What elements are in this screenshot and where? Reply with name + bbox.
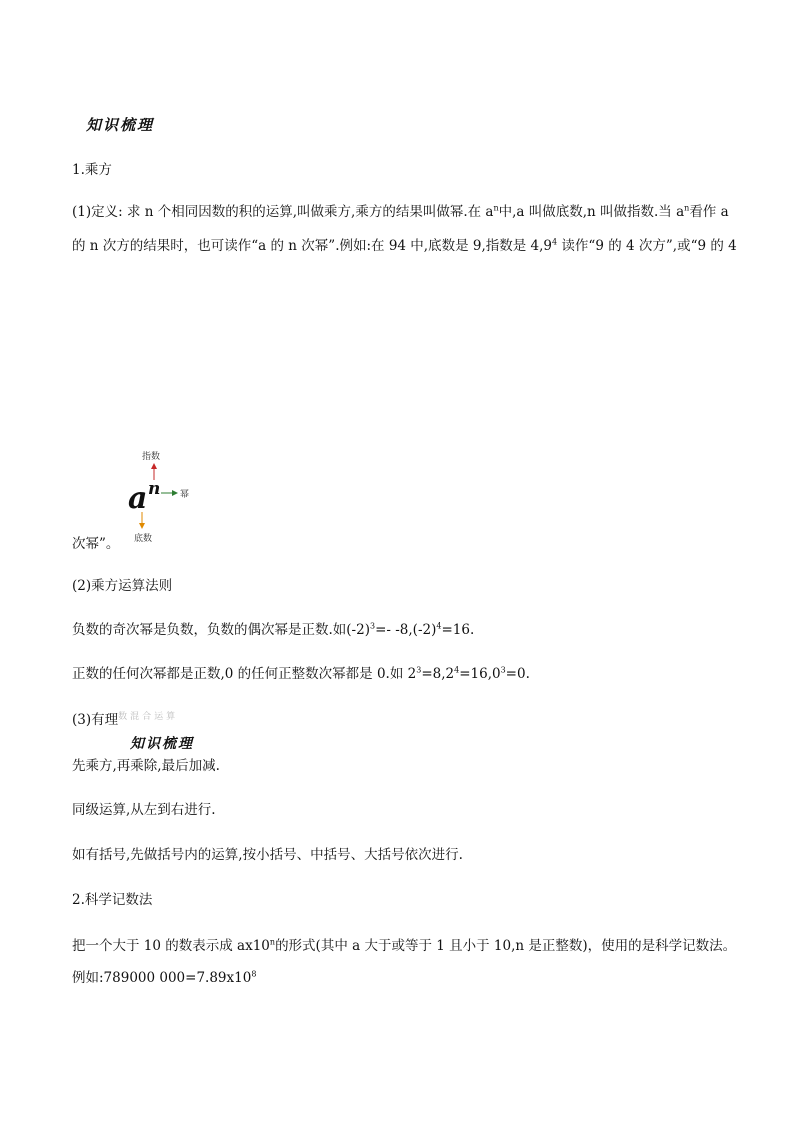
mixed-operations-title: (3)有理$^{数混合运算}$ (72, 712, 179, 728)
definition-line-3: 次幂”。 (72, 536, 120, 552)
scientific-notation-example: 例如:789000 $000=7.89x10^8$ (72, 969, 257, 986)
section-2-title: 2.科学记数法 (72, 892, 153, 908)
power-notation-diagram (120, 440, 210, 550)
right-label: 幂 (180, 490, 190, 500)
section-1-title: 1.乘方 (72, 162, 112, 178)
base-letter: a (128, 481, 148, 516)
rule-positive: 正数的任何次幂都是正数,0 的任何正整数次幂都是 0.如 $2^3=8,2^4=16,0^3=0$. (72, 665, 530, 682)
mixed-rule-2: 同级运算,从左到右进行. (72, 802, 216, 818)
top-label: 指数 (142, 452, 161, 462)
mixed-rule-1: 先乘方,再乘除,最后加减. (72, 758, 220, 774)
overlay-heading: 知识梳理 (130, 736, 194, 752)
bottom-label: 底数 (134, 534, 153, 544)
rule-title: (2)乘方运算法则 (72, 578, 173, 594)
definition-line-1: (1)定义: 求 n 个相同因数的积的运算,叫做乘方,乘方的结果叫做幂.在 $a^n$中,a 叫做底数,n 叫做指数.当 $a^n$看作 a (72, 203, 729, 220)
section-heading: 知识梳理 (86, 116, 155, 134)
definition-line-2: 的 n 次方的结果时，也可读作“a 的 n 次幂”.例如:在 94 中,底数是 9,指数是 $4,9^4$ 读作“9 的 4 次方”,或“9 的 4 (72, 237, 737, 254)
scientific-notation-definition: 把一个大于 10 的数表示成 ax10$^n$的形式(其中 a 大于或等于 1 且小于 10,n 是正整数)，使用的是科学记数法。 (72, 937, 737, 954)
mixed-rule-3: 如有括号,先做括号内的运算,按小括号、中括号、大括号依次进行. (72, 847, 463, 863)
exponent-letter: n (148, 479, 161, 499)
rule-negative: 负数的奇次幂是负数，负数的偶次幂是正数.如$(-2)^3=-$ $-8,(-2)^4=16$. (72, 621, 475, 638)
faded-title-remainder: 数混合运算 (118, 712, 179, 722)
